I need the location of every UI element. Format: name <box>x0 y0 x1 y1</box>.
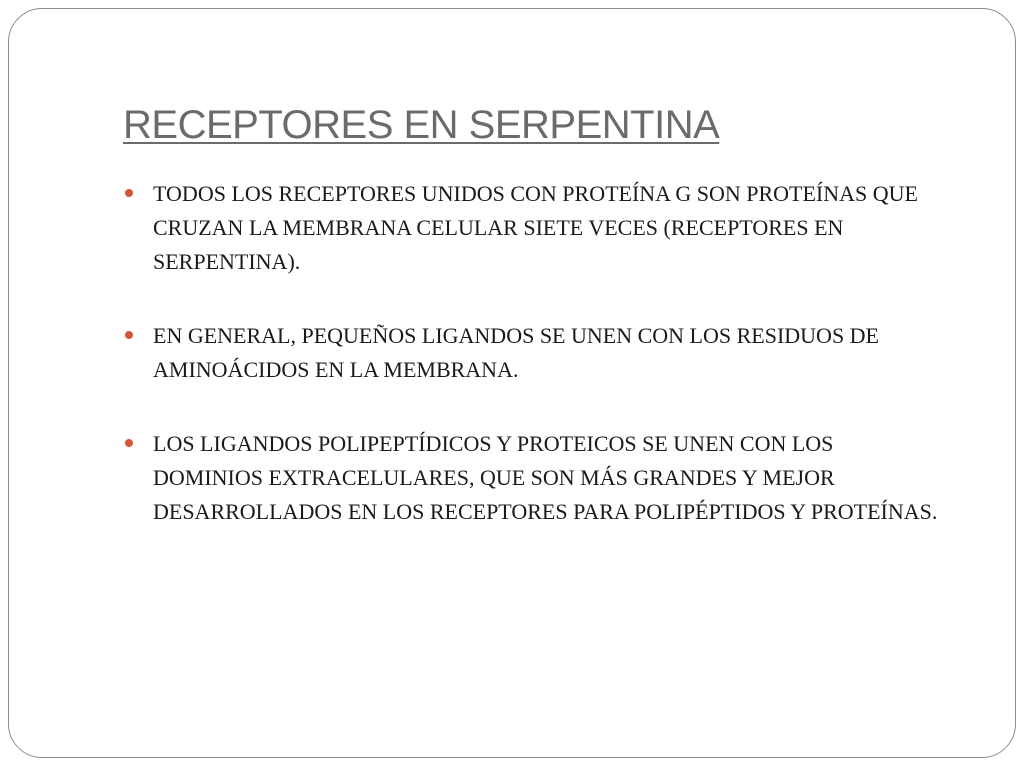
bullet-dot-icon <box>125 189 133 197</box>
list-item <box>123 427 943 529</box>
bullet-text: TODOS LOS RECEPTORES UNIDOS CON PROTEÍNA G SON PROTEÍNAS QUE CRUZAN LA MEMBRANA CELULAR SIETE VECES (RECEPTORES EN SERPENTINA). <box>153 181 918 274</box>
bullet-list <box>123 177 943 569</box>
bullet-dot-icon <box>125 439 133 447</box>
slide-title: RECEPTORES EN SERPENTINA <box>123 103 720 147</box>
slide-frame <box>8 8 1016 758</box>
bullet-text: LOS LIGANDOS POLIPEPTÍDICOS Y PROTEICOS SE UNEN CON LOS DOMINIOS EXTRACELULARES, QUE SON MÁS GRANDES Y MEJOR DESARROLLADOS EN LOS RECEPTORES PARA POLIPÉPTIDOS Y PROTEÍNAS. <box>153 431 938 524</box>
bullet-text: EN GENERAL, PEQUEÑOS LIGANDOS SE UNEN CON LOS RESIDUOS DE AMINOÁCIDOS EN LA MEMBRANA. <box>153 323 879 382</box>
list-item <box>123 177 943 279</box>
list-item <box>123 319 943 387</box>
bullet-dot-icon <box>125 331 133 339</box>
